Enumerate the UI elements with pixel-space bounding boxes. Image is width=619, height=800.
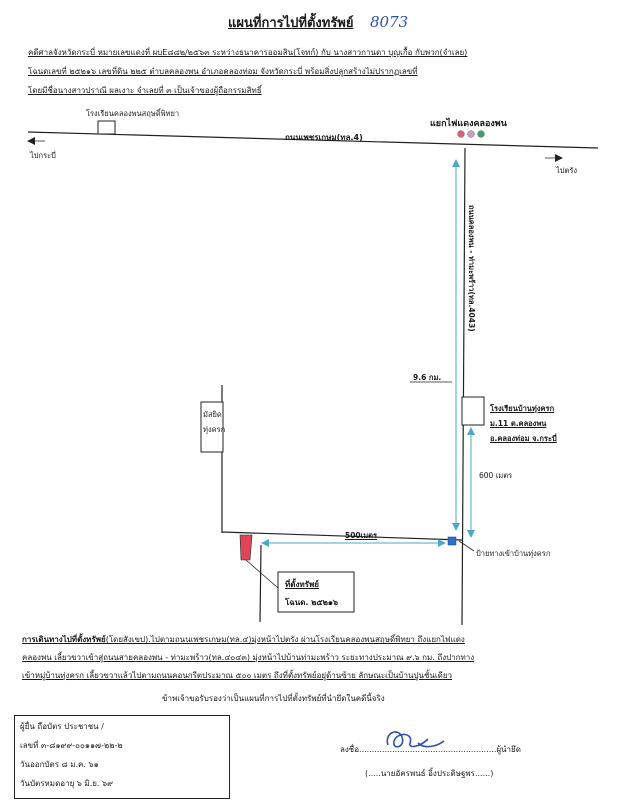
entrance-sign-marker <box>448 537 456 545</box>
concrete-road-top-edge <box>222 532 462 540</box>
mosque-label-line1: มัสยิด <box>203 410 222 419</box>
directions-line2: คลองพน เลี้ยวขวาเข้าสู่ถนนสายคลองพน - ท่ามะพร้าว(ทล.๔๐๔๓) มุ่งหน้าไปบ้านท่ามะพร้าว ระยะทางประมาณ ๙.๖ กม. ถึงปากทาง <box>22 653 475 662</box>
traffic-light-green <box>478 131 485 138</box>
entrance-pointer-line <box>459 541 474 551</box>
handwritten-note: 8073 <box>370 13 409 31</box>
id-box-line3: วันออกบัตร ๘ ม.ค. ๖๑ <box>20 760 99 769</box>
property-plot <box>240 535 252 560</box>
id-box-line4: วันบัตรหมดอายุ ๖ มิ.ย. ๖๙ <box>20 779 113 788</box>
school-right-label-line3: อ.คลองท่อม จ.กระบี่ <box>490 434 557 443</box>
direction-left-label: ไปกระบี่ <box>30 151 56 160</box>
side-road-label: ถนนคลองพน - ท่ามะพร้าว(ทล.4043) <box>467 205 476 332</box>
id-box-line1: ผู้ยื่น ถือบัตร ประชาชน / <box>20 722 104 731</box>
school-right-label-line1: โรงเรียนบ้านทุ่งครก <box>490 404 555 413</box>
case-description-line2: โฉนดเลขที่ ๒๕๒๑๖ เลขที่ดิน ๒๒๕ ตำบลคลองพน อำเภอคลองท่อม จังหวัดกระบี่ พร้อมสิ่งปลูกสร้างไม่ปรากฏเลขที่ <box>28 67 418 76</box>
direction-right-label: ไปตรัง <box>556 166 578 175</box>
distance-9-6km-label: 9.6 กม. <box>413 373 442 382</box>
distance-600m-label: 600 เมตร <box>479 471 513 480</box>
case-description-line3: โดยมีชื่อนางสาวปราณี ผลเงาะ จำเลยที่ ๓ เป็นเจ้าของผู้ถือกรรมสิทธิ์ <box>28 86 262 95</box>
school-top-building <box>98 121 115 134</box>
school-top-label: โรงเรียนคลองพนสฤษดิ์พิทยา <box>86 109 180 118</box>
certification-statement: ข้าพเจ้าขอรับรองว่าเป็นแผนที่การไปที่ตั้งทรัพย์ที่นำยึดในคดีนี้จริง <box>162 694 385 703</box>
main-road-label: ถนนเพชรเกษม(ทล.4) <box>285 133 363 142</box>
directions-line1 <box>22 633 465 646</box>
entrance-sign-label: ป้ายทางเข้าบ้านทุ่งครก <box>476 549 551 558</box>
junction-label: แยกไฟแดงคลองพน <box>430 119 507 129</box>
traffic-light-red <box>458 131 465 138</box>
mosque-label-line2: ทุ่งครก <box>203 425 226 434</box>
case-description-line1: คดีศาลจังหวัดกระบี่ หมายเลขแดงที่ ผบE๘๘๒/๒๕๖๓ ระหว่างธนาคารออมสิน(โจทก์) กับ นางสาวกานดา บุญเกื้อ กับพวก(จำเลย) <box>28 48 468 57</box>
signatory-name: (.....นายอัครพนธ์ อิ้งประดิษฐพร......) <box>365 769 494 778</box>
property-pointer-line <box>246 560 278 588</box>
distance-500m-label: 500เมตร <box>345 531 378 540</box>
school-right-building <box>462 397 484 425</box>
lane-right-edge <box>260 545 261 622</box>
directions-heading: การเดินทางไปที่ตั้งทรัพย์ <box>22 635 106 644</box>
property-label-line1: ที่ตั้งทรัพย์ <box>285 580 319 589</box>
school-right-label-line2: ม.11 ต.คลองพน <box>490 419 547 428</box>
page-title: แผนที่การไปที่ตั้งทรัพย์ <box>228 16 354 31</box>
traffic-light-yellow <box>468 131 475 138</box>
directions-text-line1: .ไปตามถนนเพชรเกษม(ทล.๔)มุ่งหน้าไปตรัง ผ่านโรงเรียนคลองพนสฤษดิ์พิทยา ถึงแยกไฟแดง <box>148 635 465 644</box>
directions-line3: เข้าหมู่บ้านทุ่งครก เลี้ยวขวาแล้วไปตามถนนคอนกรีตประมาณ ๕๐๐ เมตร ถึงที่ตั้งทรัพย์อยู่ด้านซ้าย ลักษณะเป็นบ้านปูนชั้นเดียว <box>22 671 452 680</box>
property-label-line2: โฉนด. ๒๕๒๑๖ <box>285 598 338 607</box>
signature-line: ลงชื่อ......................................................ผู้นำยึด <box>340 745 521 754</box>
id-box-line2: เลขที่ ๓-๘๑๙๙-๐๐๑๑๗-๒๒-๒ <box>20 741 123 750</box>
directions-heading-note: (โดยสังเขป) <box>105 635 149 644</box>
